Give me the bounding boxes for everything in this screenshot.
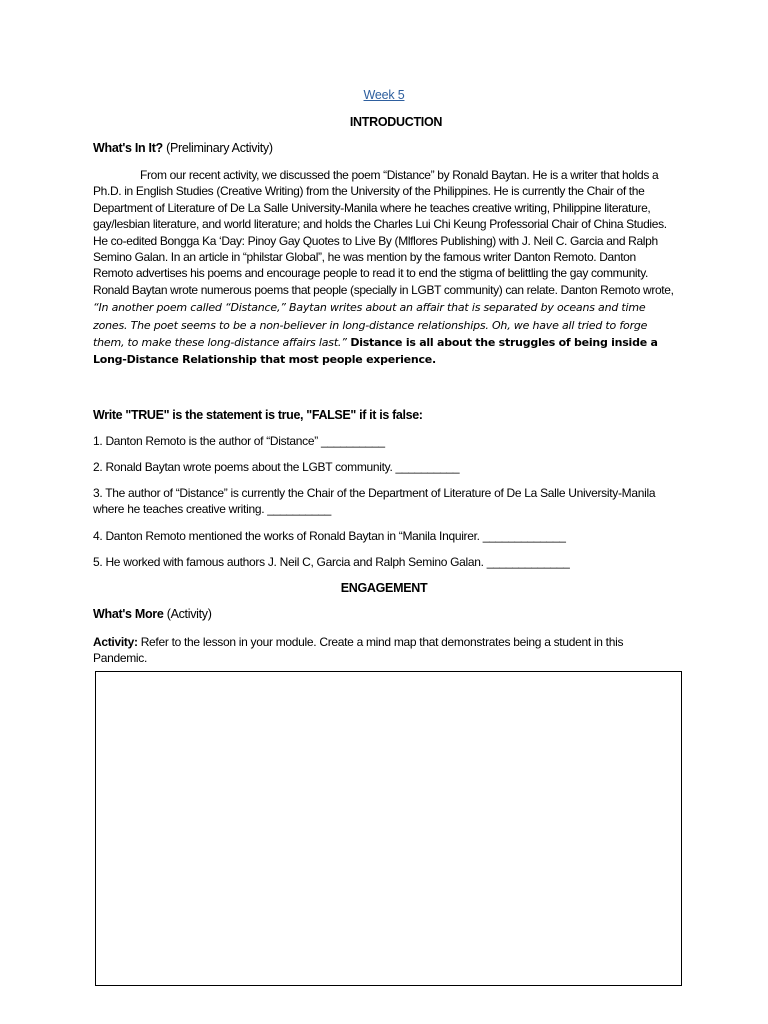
- true-false-instruction: Write "TRUE" is the statement is true, "FALSE" if it is false:: [93, 408, 423, 422]
- quiz-item-3: 3. The author of “Distance” is currently the Chair of the Department of Literature of De La Salle University-Manila where he teaches creative writing. __________: [93, 486, 656, 517]
- activity-label: Activity:: [93, 635, 138, 649]
- activity-instructions: [93, 634, 653, 667]
- whats-more-subheading: [93, 607, 212, 621]
- whats-in-it-sublabel: (Preliminary Activity): [166, 141, 273, 155]
- week-link[interactable]: Week 5: [363, 88, 405, 102]
- engagement-heading: ENGAGEMENT: [340, 581, 428, 595]
- whats-in-it-subheading: [93, 141, 273, 155]
- introduction-heading: INTRODUCTION: [349, 115, 443, 129]
- intro-body-text: From our recent activity, we discussed the poem “Distance” by Ronald Baytan. He is a writer that holds a Ph.D. in English Studies (Creative Writing) from the University of the Philippines. He is currently the Chair of the Department of Literature of De La Salle University-Manila where he teaches creative writing, Philippine literature, gay/lesbian literature, and world literature; and holds the Charles Lui Chi Keung Professorial Chair of China Studies. He co-edited Bongga Ka ‘Day: Pinoy Gay Quotes to Live By (Mlflores Publishing) with J. Neil C. Garcia and Ralph Semino Galan. In an article in “philstar Global”, he was mention by the famous writer Danton Remoto. Danton Remoto advertises his poems and encourage people to read it to end the stigma of belittling the gay community. Ronald Baytan wrote numerous poems that people (specially in LGBT community) can relate. Danton Remoto wrote,: [93, 168, 674, 297]
- whats-more-sublabel: (Activity): [166, 607, 212, 621]
- closing-statement: Distance is all about the struggles of being inside a Long-Distance Relationship that most people experience.: [93, 336, 658, 367]
- quiz-item-1: 1. Danton Remoto is the author of “Distance” __________: [93, 434, 385, 448]
- remoto-quote: “In another poem called “Distance,” Baytan writes about an affair that is separated by oceans and time zones. The poet seems to be a non-believer in long-distance relationships. Oh, we have all tried to forge them, to make these long-distance affairs last.”: [93, 301, 648, 350]
- activity-text: Refer to the lesson in your module. Create a mind map that demonstrates being a student in this Pandemic.: [93, 635, 624, 666]
- mind-map-answer-box[interactable]: [95, 671, 682, 986]
- quiz-item-2: 2. Ronald Baytan wrote poems about the LGBT community. __________: [93, 460, 460, 474]
- intro-paragraph: [93, 167, 678, 369]
- whats-in-it-label: What's In It?: [93, 141, 163, 155]
- quiz-item-4: 4. Danton Remoto mentioned the works of Ronald Baytan in “Manila Inquirer. _____________: [93, 529, 566, 543]
- whats-more-label: What's More: [93, 607, 164, 621]
- quiz-item-5: 5. He worked with famous authors J. Neil C, Garcia and Ralph Semino Galan. _____________: [93, 555, 570, 569]
